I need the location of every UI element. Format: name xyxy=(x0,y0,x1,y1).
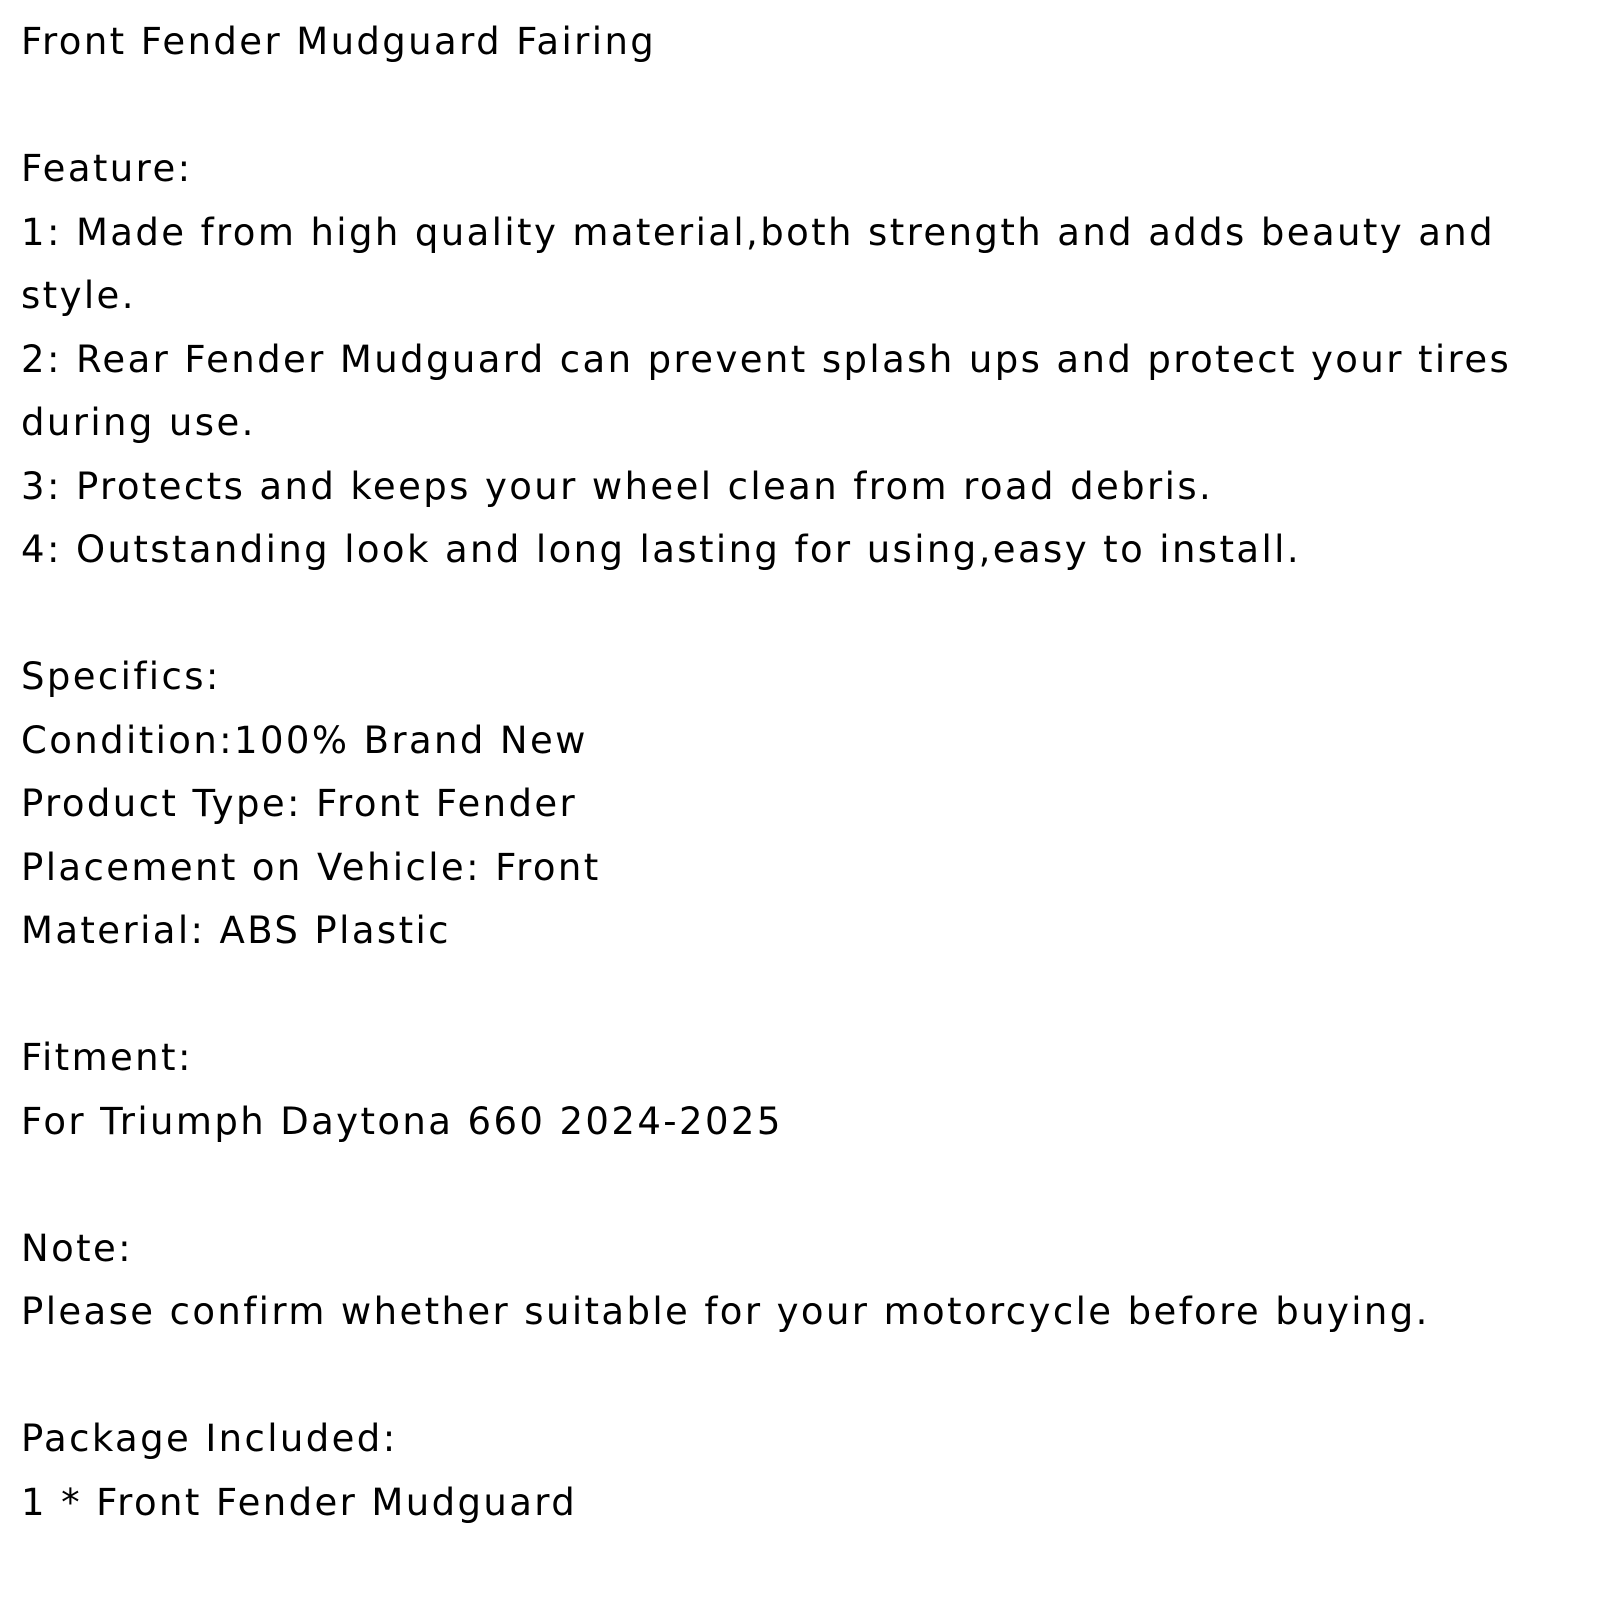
feature-item: 3: Protects and keeps your wheel clean from road debris. xyxy=(21,464,1214,508)
feature-item: 2: Rear Fender Mudguard can prevent splash ups and protect your tires during use. xyxy=(21,337,1512,444)
package-item: 1 * Front Fender Mudguard xyxy=(21,1480,578,1524)
package-heading: Package Included: xyxy=(21,1417,398,1460)
spec-material: Material: ABS Plastic xyxy=(21,909,451,952)
note-heading: Note: xyxy=(21,1226,134,1270)
note-text: Please confirm whether suitable for your motorcycle before buying. xyxy=(21,1290,1430,1333)
spacer xyxy=(21,963,1581,1027)
spec-placement: Placement on Vehicle: Front xyxy=(21,845,601,889)
product-description xyxy=(21,10,1581,1534)
spacer xyxy=(21,74,1581,138)
fitment-heading: Fitment: xyxy=(21,1036,193,1079)
spec-condition: Condition:100% Brand New xyxy=(21,718,588,762)
specifics-heading: Specifics: xyxy=(21,655,221,698)
spacer xyxy=(21,582,1581,646)
spacer xyxy=(21,1344,1581,1408)
fitment-text: For Triumph Daytona 660 2024-2025 xyxy=(21,1099,783,1143)
feature-item: 1: Made from high quality material,both strength and adds beauty and style. xyxy=(21,210,1496,317)
product-title: Front Fender Mudguard Fairing xyxy=(21,20,657,63)
feature-item: 4: Outstanding look and long lasting for using,easy to install. xyxy=(21,528,1301,571)
feature-heading: Feature: xyxy=(21,147,193,190)
spec-product-type: Product Type: Front Fender xyxy=(21,782,578,825)
spacer xyxy=(21,1153,1581,1217)
